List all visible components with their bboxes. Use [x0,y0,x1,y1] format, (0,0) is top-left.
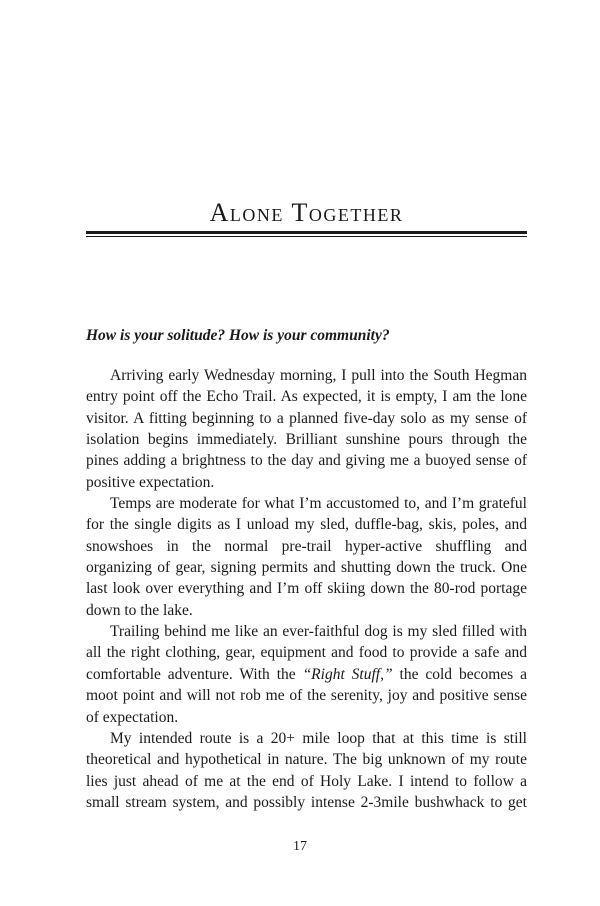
paragraph-3-emphasis: “Right Stuff,” [302,665,393,683]
epigraph: How is your solitude? How is your community? [86,327,390,344]
page-number: 17 [293,839,307,854]
paragraph-2: Temps are moderate for what I’m accustomed to, and I’m grateful for the single digits as I unload my sled, duffle-bag, skis, poles, and snowshoes in the normal pre-trail hyper-active shuffling and organizing of gear, signing permits and shutting down the truck. One last look over everything and I’m off skiing down the 80-rod portage down to the lake. [86,495,527,619]
title-rule-thick [86,231,527,234]
title-rule-thin [86,236,527,237]
chapter-title: Alone Together [209,198,404,227]
body-text [86,365,527,813]
paragraph-3-start: Trailing behind me like an ever-faithful dog is my sled filled with all the right clothing, gear, equipment and food to provide a safe and comfortable adventure. With the [86,623,527,683]
paragraph-3 [86,621,527,728]
paragraph-4: My intended route is a 20+ mile loop that at this time is still theoretical and hypothetical in nature. The big unknown of my route lies just ahead of me at the end of Holy Lake. I intend to follow a small stream system, and possibly intense 2-3mile bushwhack to get [86,729,527,811]
paragraph-1: Arriving early Wednesday morning, I pull into the South Hegman entry point off the Echo Trail. As expected, it is empty, I am the lone visitor. A fitting beginning to a planned five-day solo as my sense of isolation begins immediately. Brilliant sunshine pours through the pines adding a brightness to the day and giving me a buoyed sense of positive expectation. [86,367,527,491]
paragraph-3-end: the cold becomes a moot point and will not rob me of the serenity, joy and positive sense of expectation. [86,665,527,726]
